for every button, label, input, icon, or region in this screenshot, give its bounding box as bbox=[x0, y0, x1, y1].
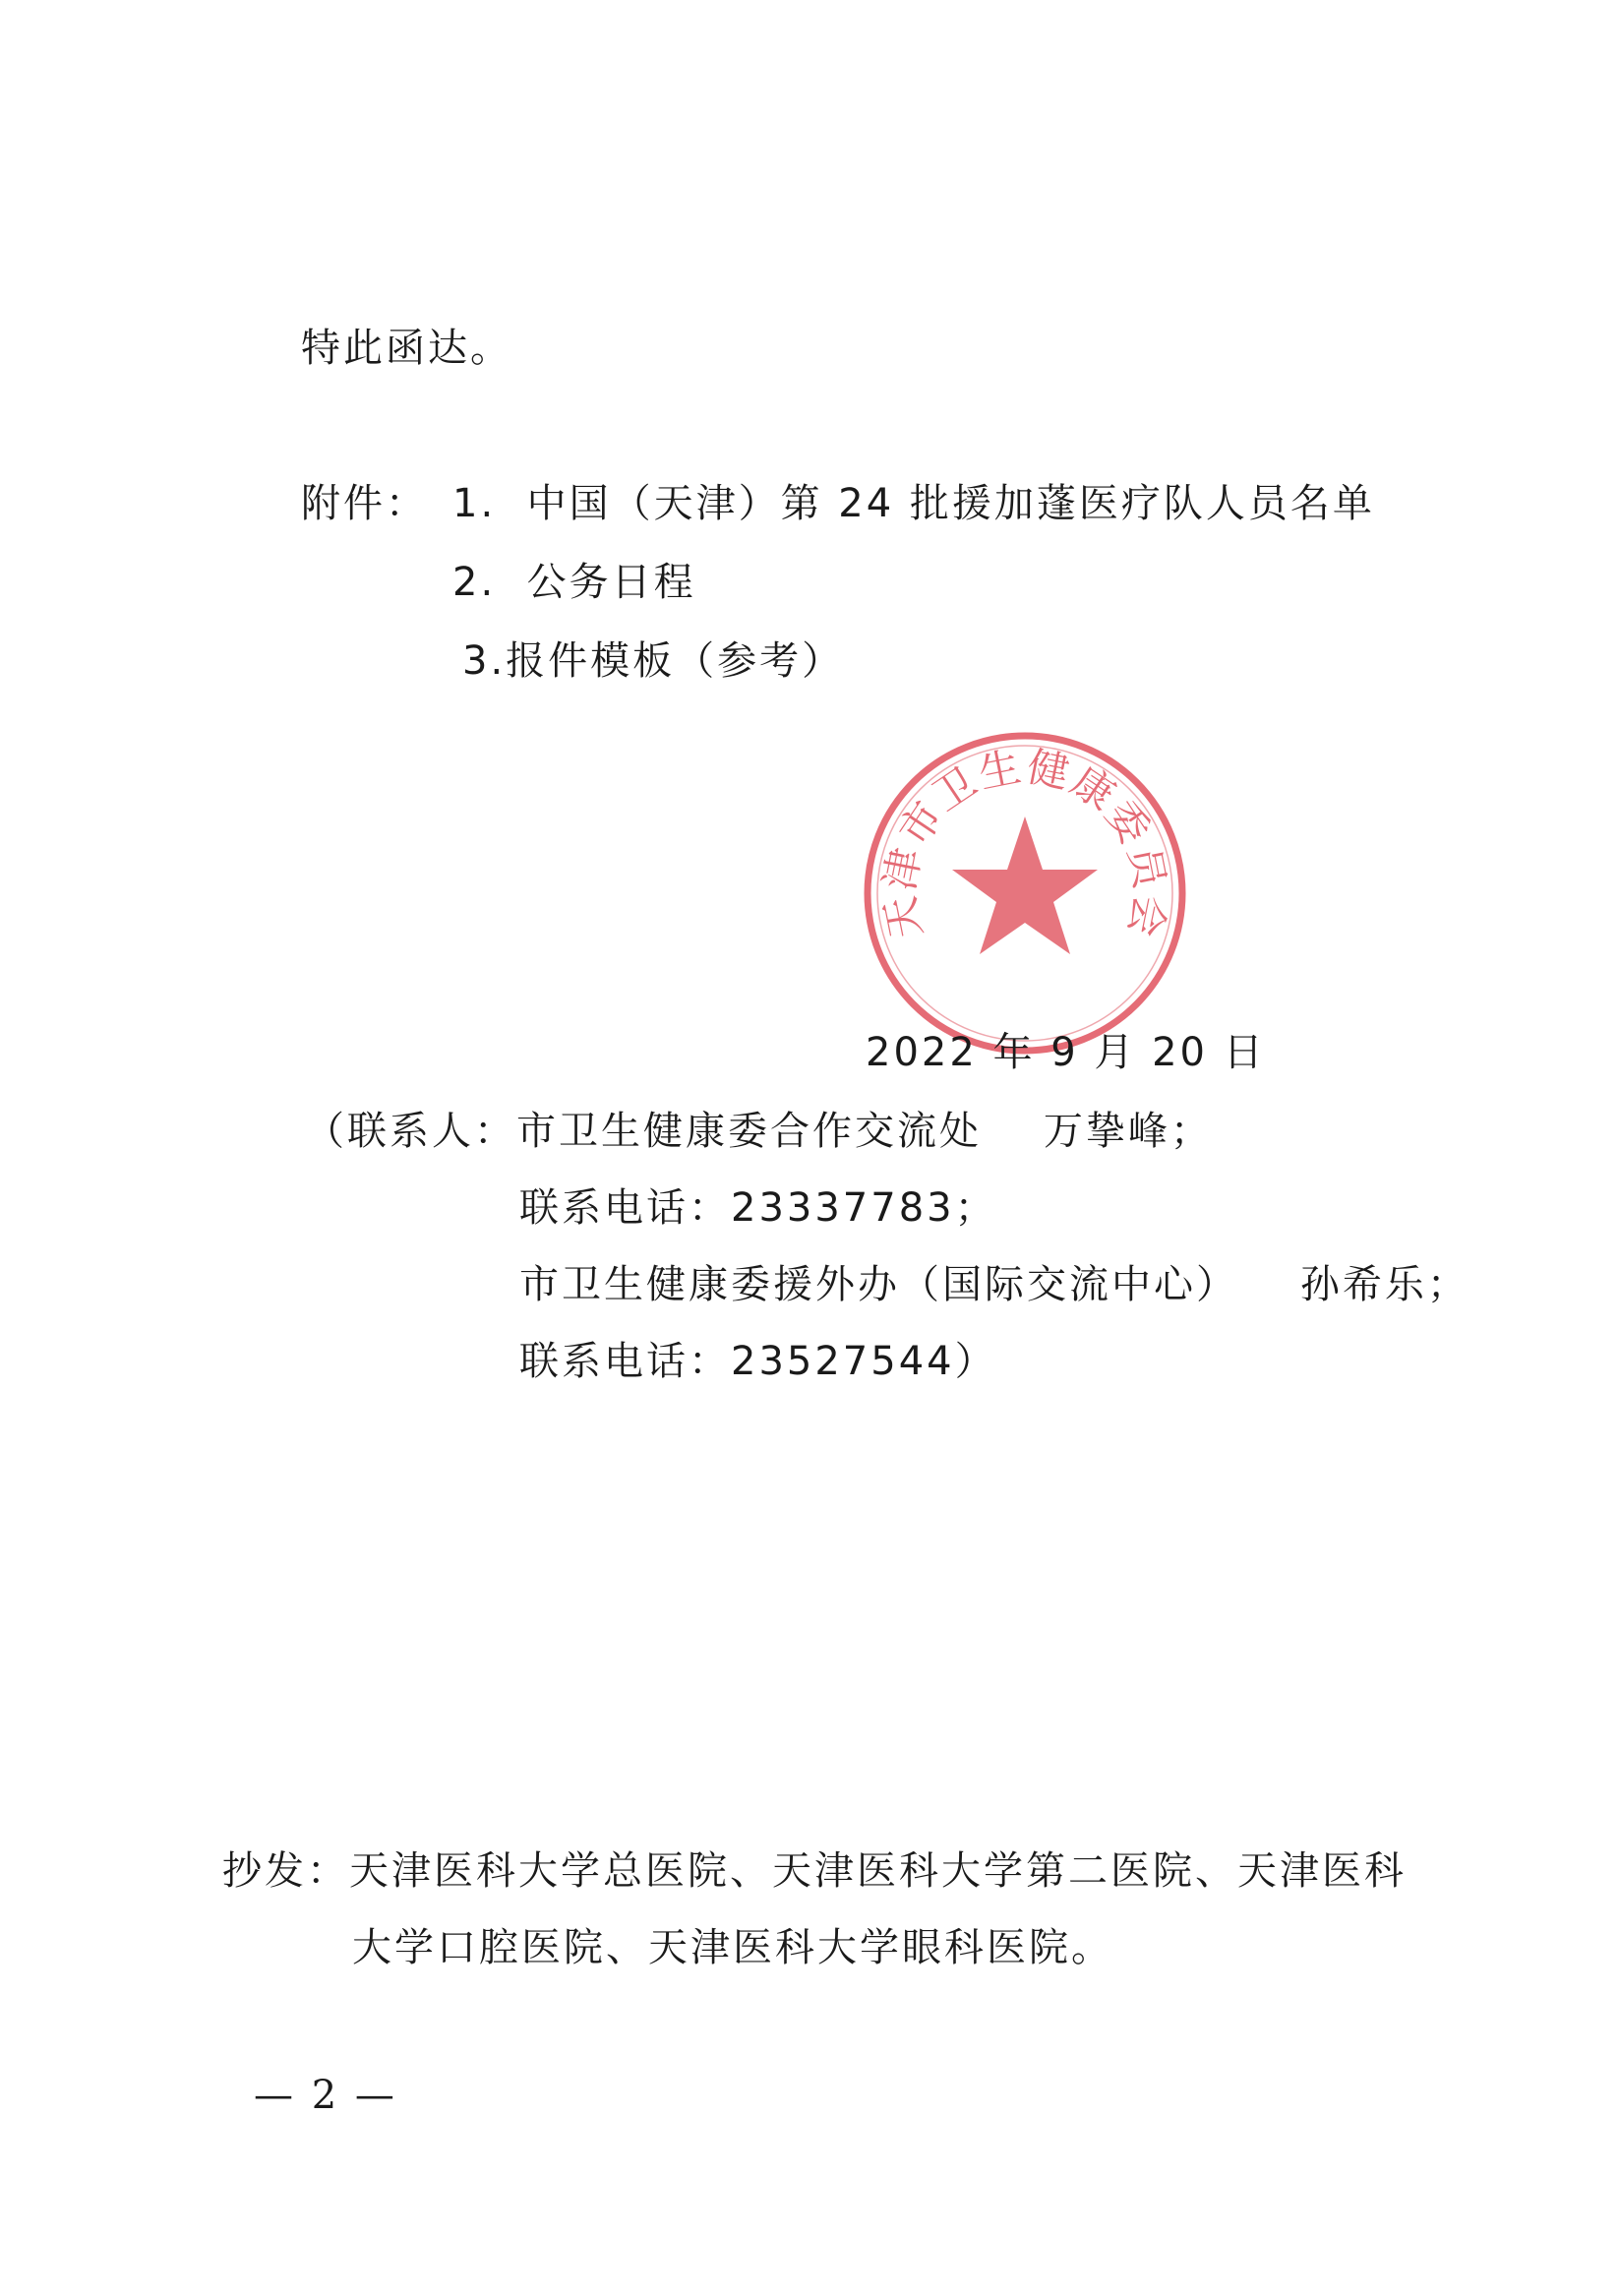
star-icon bbox=[952, 816, 1098, 954]
official-seal bbox=[858, 726, 1192, 1060]
attachment-item-3: 3.报件模板（参考） bbox=[462, 638, 845, 684]
contact-line-2: 联系电话：23337783； bbox=[519, 1185, 997, 1231]
closing-text: 特此函达。 bbox=[301, 326, 512, 371]
cc-line-1: 抄发：天津医科大学总医院、天津医科大学第二医院、天津医科 bbox=[222, 1848, 1407, 1894]
attachments-label: 附件： bbox=[301, 481, 428, 526]
contact-line-4: 联系电话：23527544） bbox=[519, 1339, 997, 1384]
date: 2022 年 9 月 20 日 bbox=[866, 1030, 1266, 1075]
page-number: — 2 — bbox=[254, 2073, 397, 2118]
seal-text-arc: 天津市卫生健康委员会 bbox=[874, 742, 1175, 943]
cc-line-2: 大学口腔医院、天津医科大学眼科医院。 bbox=[352, 1925, 1113, 1970]
attachment-item-2: 2. 公务日程 bbox=[452, 560, 696, 605]
contact-line-3: 市卫生健康委援外办（国际交流中心） 孙希乐； bbox=[519, 1262, 1469, 1307]
attachment-item-1: 1. 中国（天津）第 24 批援加蓬医疗队人员名单 bbox=[452, 481, 1375, 526]
seal-graphic bbox=[858, 726, 1192, 1060]
contact-line-1: （联系人：市卫生健康委合作交流处 万挚峰； bbox=[305, 1109, 1213, 1154]
